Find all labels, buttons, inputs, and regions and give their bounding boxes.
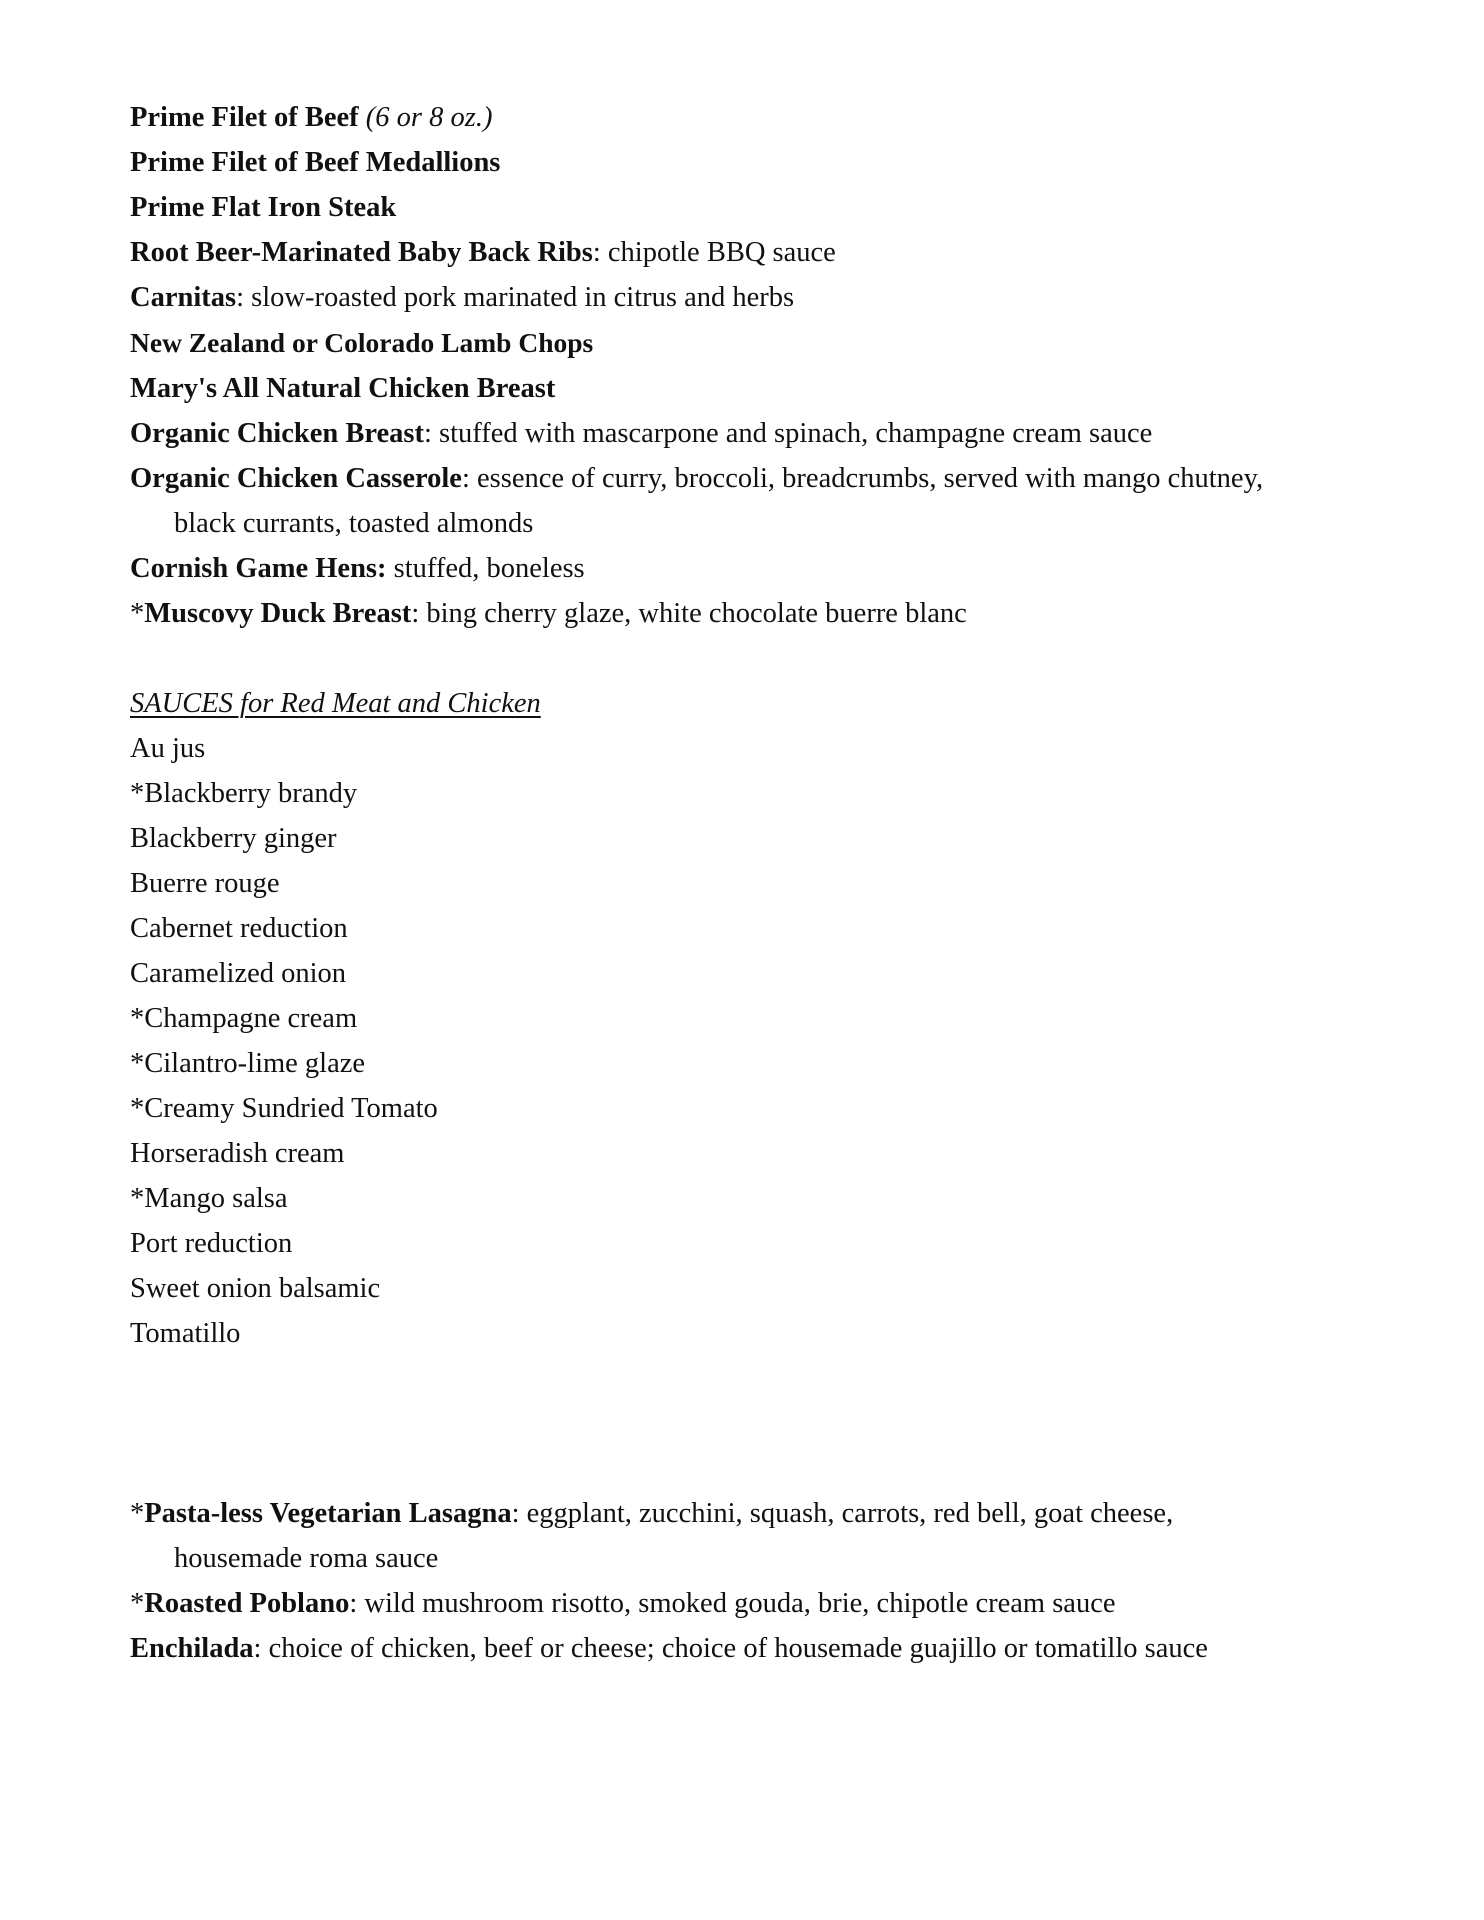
- sauce-item: *Creamy Sundried Tomato: [130, 1093, 438, 1124]
- sauce-item: Blackberry ginger: [130, 823, 337, 854]
- menu-item: [130, 1626, 1370, 1671]
- sauce-item: *Champagne cream: [130, 1003, 358, 1034]
- item-separator: :: [236, 282, 245, 313]
- item-separator: :: [253, 1633, 262, 1664]
- item-separator: :: [592, 237, 601, 268]
- menu-item: [130, 591, 1370, 636]
- menu-item: [130, 1491, 1370, 1536]
- item-description: stuffed, boneless: [386, 553, 585, 584]
- item-description: wild mushroom risotto, smoked gouda, brie, chipotle cream sauce: [357, 1588, 1116, 1619]
- item-name: Carnitas: [130, 282, 237, 313]
- item-description: bing cherry glaze, white chocolate buerre blanc: [419, 598, 967, 629]
- sauce-item: Buerre rouge: [130, 868, 280, 899]
- item-note: (6 or 8 oz.): [365, 102, 493, 133]
- item-description-continued: black currants, toasted almonds: [174, 508, 534, 539]
- sauce-item: Port reduction: [130, 1228, 293, 1259]
- item-name: Prime Filet of Beef: [130, 102, 359, 133]
- sauce-item: Sweet onion balsamic: [130, 1273, 381, 1304]
- item-star: *: [130, 598, 145, 629]
- menu-item: [130, 411, 1370, 456]
- item-description: stuffed with mascarpone and spinach, champagne cream sauce: [431, 418, 1153, 449]
- item-name: New Zealand or Colorado Lamb Chops: [130, 327, 594, 358]
- menu-item: [130, 456, 1370, 501]
- menu-item: [130, 275, 1370, 320]
- sauce-item: *Blackberry brandy: [130, 778, 358, 809]
- menu-item: [130, 185, 1370, 230]
- sauce-item: *Mango salsa: [130, 1183, 288, 1214]
- item-star: *: [130, 1588, 145, 1619]
- sauces-section: [130, 681, 1370, 1356]
- menu-item: [130, 1581, 1370, 1626]
- sauce-item: Caramelized onion: [130, 958, 347, 989]
- menu-item: [130, 230, 1370, 275]
- sauce-item: *Cilantro-lime glaze: [130, 1048, 366, 1079]
- item-name: Prime Filet of Beef Medallions: [130, 147, 501, 178]
- item-description: chipotle BBQ sauce: [600, 237, 836, 268]
- item-star: *: [130, 1498, 145, 1529]
- sauce-item: Horseradish cream: [130, 1138, 345, 1169]
- item-name: Cornish Game Hens:: [130, 553, 387, 584]
- menu-item: [130, 95, 1370, 140]
- item-description: slow-roasted pork marinated in citrus and herbs: [244, 282, 795, 313]
- item-separator: :: [411, 598, 420, 629]
- item-separator: :: [511, 1498, 520, 1529]
- item-separator: :: [423, 418, 432, 449]
- item-name: Organic Chicken Casserole: [130, 463, 462, 494]
- menu-page: [130, 95, 1370, 1671]
- vegetarian-section: [130, 1491, 1370, 1671]
- section-spacer: [130, 1356, 1370, 1491]
- item-name: Roasted Poblano: [144, 1588, 350, 1619]
- item-separator: :: [349, 1588, 358, 1619]
- sauces-heading: SAUCES for Red Meat and Chicken: [130, 688, 541, 719]
- item-name: Pasta-less Vegetarian Lasagna: [144, 1498, 512, 1529]
- item-name: Mary's All Natural Chicken Breast: [130, 373, 556, 404]
- item-name: Root Beer-Marinated Baby Back Ribs: [130, 237, 593, 268]
- sauce-item: Tomatillo: [130, 1318, 241, 1349]
- item-description-continued: housemade roma sauce: [174, 1543, 439, 1574]
- entrees-section: [130, 95, 1370, 636]
- menu-item: [130, 366, 1370, 411]
- item-name: Muscovy Duck Breast: [144, 598, 412, 629]
- item-description: choice of chicken, beef or cheese; choice of housemade guajillo or tomatillo sauce: [261, 1633, 1208, 1664]
- item-description: eggplant, zucchini, squash, carrots, red bell, goat cheese,: [519, 1498, 1174, 1529]
- item-name: Enchilada: [130, 1633, 254, 1664]
- item-name: Prime Flat Iron Steak: [130, 192, 397, 223]
- sauce-item: Cabernet reduction: [130, 913, 348, 944]
- menu-item: [130, 140, 1370, 185]
- menu-item: [130, 320, 1370, 366]
- item-separator: :: [461, 463, 470, 494]
- sauce-item: Au jus: [130, 733, 206, 764]
- item-description: essence of curry, broccoli, breadcrumbs, served with mango chutney,: [469, 463, 1264, 494]
- menu-item: [130, 546, 1370, 591]
- section-spacer: [130, 636, 1370, 681]
- item-name: Organic Chicken Breast: [130, 418, 424, 449]
